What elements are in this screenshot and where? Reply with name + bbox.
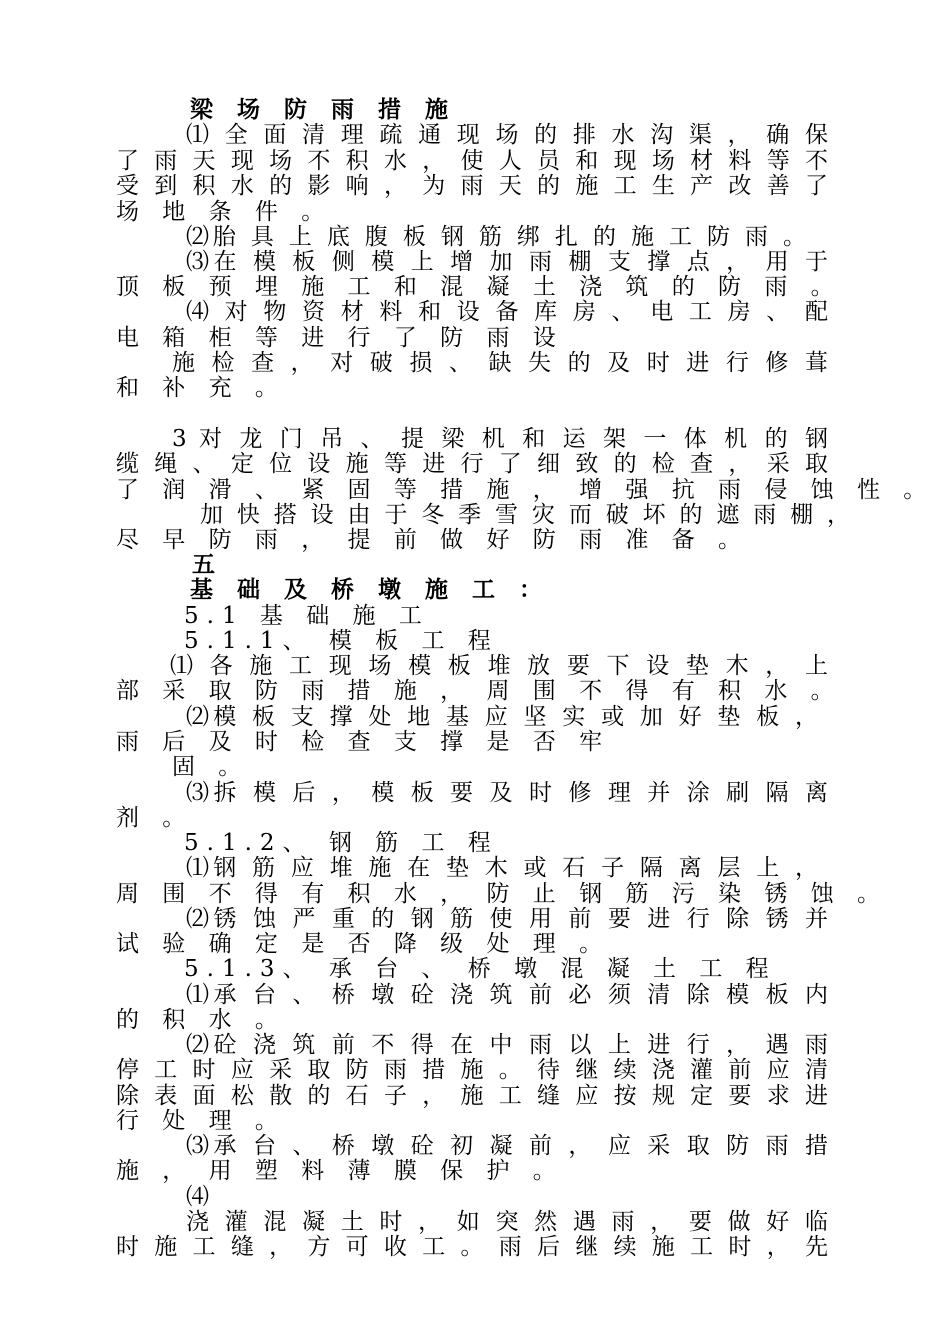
subsection-heading: 5.1 基 础 施 工: [184, 603, 430, 629]
paragraph-line: 行 处 理 。: [116, 1108, 286, 1134]
paragraph-line: 停 工 时 应 采 取 防 雨 措 施 。 待 继 续 浇 灌 前 应 清: [116, 1057, 828, 1083]
paragraph-line: 的 积 水 。: [116, 1007, 286, 1033]
paragraph-line: ⑵砼 浇 筑 前 不 得 在 中 雨 以 上 进 行 ， 遇 雨: [186, 1032, 828, 1058]
paragraph-line: ⑶在 模 板 侧 模 上 增 加 雨 棚 支 撑 点 ， 用 于: [186, 249, 828, 275]
paragraph-line: 了 雨 天 现 场 不 积 水 ， 使 人 员 和 现 场 材 料 等 不: [116, 148, 828, 174]
subsection-heading: 5.1.3、 承 台 、 桥 墩 混 凝 土 工 程: [184, 956, 777, 982]
paragraph-line: ⑶承 台 、 桥 墩 砼 初 凝 前 ， 应 采 取 防 雨 措: [186, 1133, 828, 1159]
paragraph-line: 部 采 取 防 雨 措 施 ， 周 围 不 得 有 积 水 。: [116, 678, 842, 704]
paragraph-line: 加 快 搭 设 由 于 冬 季 雪 灾 而 破 坏 的 遮 雨 棚 ，: [200, 502, 850, 528]
paragraph-line: 施 检 查 ， 对 破 损 、 缺 失 的 及 时 进 行 修 葺: [172, 350, 828, 376]
subsection-heading: 5.1.1、 模 板 工 程: [184, 628, 499, 654]
subsection-heading: 5.1.2、 钢 筋 工 程: [184, 830, 499, 856]
paragraph-line: ⑴钢 筋 应 堆 施 在 垫 木 或 石 子 隔 离 层 上 ，: [186, 855, 818, 881]
paragraph-line: 电 箱 柜 等 进 行 了 防 雨 设: [116, 325, 564, 351]
paragraph-line: 尽 早 防 雨 ， 提 前 做 好 防 雨 准 备 。: [116, 527, 750, 553]
paragraph-line: ⑵胎 具 上 底 腹 板 钢 筋 绑 扎 的 施 工 防 雨 。: [186, 224, 806, 250]
paragraph-line: ⑷ 对 物 资 材 料 和 设 备 库 房 、 电 工 房 、 配: [186, 299, 828, 325]
paragraph-line: 缆 绳 、 定 位 设 施 等 进 行 了 细 致 的 检 查 ， 采 取: [116, 451, 828, 477]
section-number: 五: [192, 552, 223, 578]
paragraph-line: 场 地 条 件 。: [116, 199, 333, 225]
paragraph-line: ⑵模 板 支 撑 处 地 基 应 坚 实 或 加 好 垫 板 ，: [186, 704, 818, 730]
paragraph-line: 固 。: [172, 754, 250, 780]
paragraph-line: 施 ， 用 塑 料 薄 膜 保 护 。: [116, 1158, 564, 1184]
paragraph-line: ⑷: [186, 1184, 217, 1210]
paragraph-line: 受 到 积 水 的 影 响 ， 为 雨 天 的 施 工 生 产 改 善 了: [116, 173, 828, 199]
paragraph-line: 周 围 不 得 有 积 水 ， 防 止 钢 筋 污 染 锈 蚀 。: [116, 881, 888, 907]
paragraph-line: ⑶拆 模 后 ， 模 板 要 及 时 修 理 并 涂 刷 隔 离: [186, 780, 828, 806]
paragraph-line: ⑵锈 蚀 严 重 的 钢 筋 使 用 前 要 进 行 除 锈 并: [186, 906, 828, 932]
section-heading-beam-yard-rain-measures: 梁 场 防 雨 措 施: [190, 97, 457, 123]
paragraph-line: ⑴ 全 面 清 理 疏 通 现 场 的 排 水 沟 渠 ， 确 保: [186, 122, 828, 148]
paragraph-line: 和 补 充 。: [116, 375, 286, 401]
paragraph-line: ⑴ 各 施 工 现 场 模 板 堆 放 要 下 设 垫 木 ， 上: [170, 653, 828, 679]
paragraph-line: 试 验 确 定 是 否 降 级 处 理 。: [116, 931, 611, 957]
paragraph-line: 3 对 龙 门 吊 、 提 梁 机 和 运 架 一 体 机 的 钢: [172, 426, 828, 452]
paragraph-line: 时 施 工 缝 ， 方 可 收 工 。 雨 后 继 续 施 工 时 ， 先: [116, 1234, 828, 1260]
section-heading-foundation-pier: 基 础 及 桥 墩 施 工 ：: [190, 577, 551, 603]
paragraph-line: 了 润 滑 、 紧 固 等 措 施 ， 增 强 抗 雨 侵 蚀 性 。: [116, 477, 935, 503]
paragraph-line: 雨 后 及 时 检 查 支 撑 是 否 牢: [116, 729, 611, 755]
paragraph-line: ⑴承 台 、 桥 墩 砼 浇 筑 前 必 须 清 除 模 板 内: [186, 982, 828, 1008]
paragraph-line: 顶 板 预 埋 施 工 和 混 凝 土 浇 筑 的 防 雨 。: [116, 274, 842, 300]
paragraph-line: 剂 。: [116, 805, 194, 831]
paragraph-line: 除 表 面 松 散 的 石 子 ， 施 工 缝 应 按 规 定 要 求 进: [116, 1083, 828, 1109]
paragraph-line: 浇 灌 混 凝 土 时 ， 如 突 然 遇 雨 ， 要 做 好 临: [186, 1209, 828, 1235]
